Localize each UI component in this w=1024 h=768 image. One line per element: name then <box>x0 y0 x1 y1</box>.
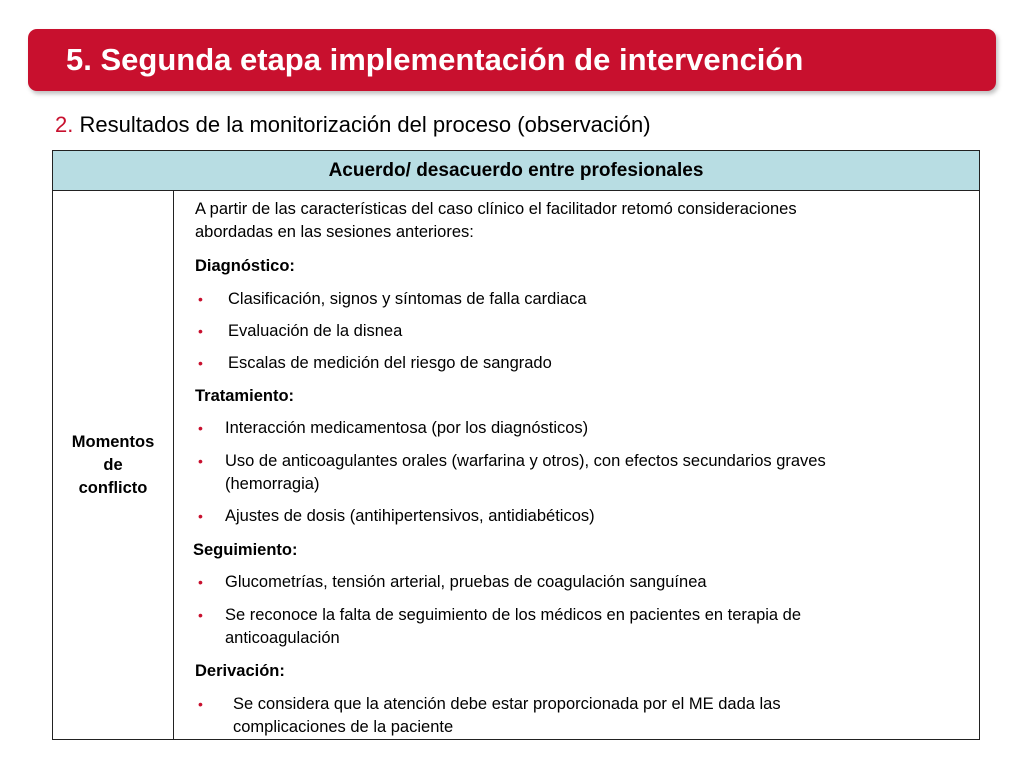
list-item-continuation: (hemorragia) <box>225 475 320 493</box>
subtitle-number: 2. <box>55 112 74 137</box>
table-header: Acuerdo/ desacuerdo entre profesionales <box>53 151 979 191</box>
bullet-icon: • <box>198 453 203 469</box>
slide-title: 5. Segunda etapa implementación de intervención <box>66 42 804 77</box>
intro-line: A partir de las características del caso clínico el facilitador retomó consideraciones <box>195 200 797 218</box>
list-item-continuation: anticoagulación <box>225 629 340 647</box>
bullet-icon: • <box>198 291 203 307</box>
section-heading-seguimiento: Seguimiento: <box>193 541 298 559</box>
bullet-icon: • <box>198 696 203 712</box>
section-heading-derivacion: Derivación: <box>195 662 285 680</box>
list-item: Evaluación de la disnea <box>228 322 403 340</box>
intro-line: abordadas en las sesiones anteriores: <box>195 223 474 241</box>
list-item-continuation: complicaciones de la paciente <box>233 718 454 736</box>
section-heading-diagnostico: Diagnóstico: <box>195 257 295 275</box>
bullet-icon: • <box>198 574 203 590</box>
bullet-icon: • <box>198 508 203 524</box>
bullet-icon: • <box>198 355 203 371</box>
list-item: Clasificación, signos y síntomas de falla cardiaca <box>228 290 587 308</box>
slide-subtitle <box>55 112 651 138</box>
section-heading-tratamiento: Tratamiento: <box>195 387 295 405</box>
list-item: Ajustes de dosis (antihipertensivos, antidiabéticos) <box>225 507 595 525</box>
subtitle-text: Resultados de la monitorización del proceso (observación) <box>79 112 651 137</box>
row-label-cell <box>53 191 174 739</box>
list-item: Escalas de medición del riesgo de sangrado <box>228 354 552 372</box>
row-label-line: Momentos <box>71 432 155 451</box>
row-label-line: conflicto <box>78 478 148 497</box>
conflict-table <box>52 150 980 740</box>
row-label-line: de <box>103 455 123 474</box>
list-item: Glucometrías, tensión arterial, pruebas de coagulación sanguínea <box>225 573 707 591</box>
list-item: Se considera que la atención debe estar proporcionada por el ME dada las <box>233 695 781 713</box>
bullet-icon: • <box>198 607 203 623</box>
bullet-icon: • <box>198 420 203 436</box>
content-cell <box>174 191 979 739</box>
bullet-icon: • <box>198 323 203 339</box>
list-item: Uso de anticoagulantes orales (warfarina y otros), con efectos secundarios graves <box>225 452 826 470</box>
list-item: Interacción medicamentosa (por los diagnósticos) <box>225 419 589 437</box>
slide-title-bar <box>28 29 996 91</box>
list-item: Se reconoce la falta de seguimiento de los médicos en pacientes en terapia de <box>225 606 802 624</box>
